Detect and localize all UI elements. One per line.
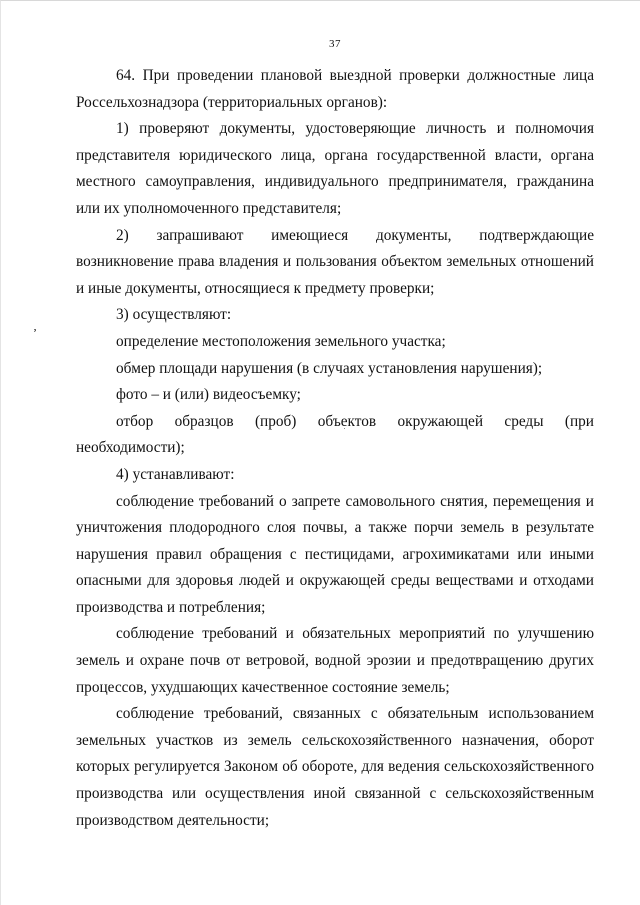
- paragraph-item-3b: обмер площади нарушения (в случаях установления нарушения);: [116, 359, 543, 377]
- document-body: [76, 63, 594, 834]
- paragraph-item-3c: фото – и (или) видеосъемку;: [116, 386, 301, 404]
- paragraph-item-3: 3) осуществляют:: [116, 306, 232, 324]
- margin-mark: ʼ: [33, 326, 37, 340]
- paragraph-item-4a: соблюдение требований о запрете самовольного снятия, перемещения и уничтожения плодородного слоя почвы, а также порчи земель в результате нарушения правил обращения с пестицидами, агрохимикатами или иными опасными для здоровья людей и окружающей среды веществами и отходами производства и потребления;: [76, 492, 594, 616]
- paragraph-item-1: 1) проверяют документы, удостоверяющие личность и полномочия представителя юридического лица, органа государственной власти, органа местного самоуправления, индивидуального предпринимателя, гражданина или их уполномоченного представителя;: [76, 120, 594, 217]
- page-number: 37: [329, 38, 341, 50]
- paragraph-item-3a: определение местоположения земельного участка;: [116, 332, 446, 350]
- paragraph-item-2: 2) запрашивают имеющиеся документы, подтверждающие возникновение права владения и пользования объектом земельных отношений и иные документы, относящиеся к предмету проверки;: [76, 226, 594, 297]
- paragraph-item-3d: отбор образцов (проб) объектов окружающей среды (при необходимости);: [76, 412, 594, 457]
- paragraph-64-intro: 64. При проведении плановой выездной проверки должностные лица Россельхознадзора (территориальных органов):: [76, 67, 594, 111]
- paragraph-item-4b: соблюдение требований и обязательных мероприятий по улучшению земель и охране почв от ветровой, водной эрозии и предотвращению других процессов, ухудшающих качественное состояние земель;: [76, 625, 594, 696]
- paragraph-item-4c: соблюдение требований, связанных с обязательным использованием земельных участков из земель сельскохозяйственного назначения, оборот которых регулируется Законом об обороте, для ведения сельскохозяйственного производства или осуществления иной связанной с сельскохозяйственным производством деятельности;: [76, 705, 594, 829]
- paragraph-item-4: 4) устанавливают:: [116, 465, 235, 483]
